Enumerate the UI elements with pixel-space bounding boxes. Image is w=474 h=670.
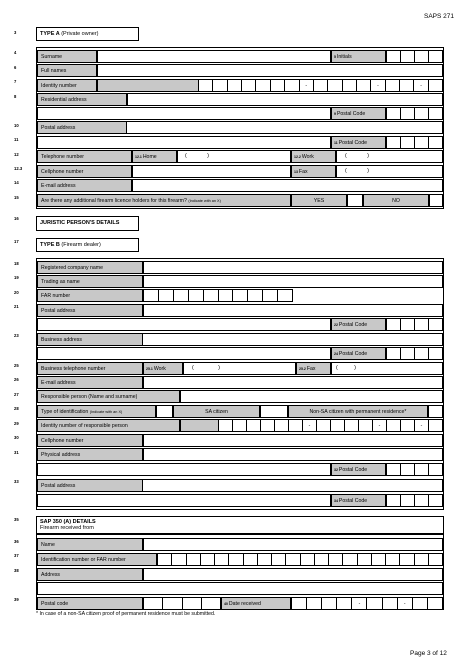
work-label: 25.1 Work	[143, 362, 183, 375]
residential-address-input-1[interactable]	[127, 93, 443, 106]
non-sa-checkbox[interactable]	[260, 405, 288, 418]
cellphone-input[interactable]	[143, 434, 443, 447]
email-input[interactable]	[132, 179, 443, 192]
type-identification-label: Type of identification (Indicate with an X)	[37, 405, 156, 418]
far-number-label: FAR number	[37, 289, 143, 302]
initials-label: 5 Initials	[331, 50, 386, 63]
telephone-number-label: Telephone number	[37, 150, 132, 163]
postal-code-label: Postal code	[37, 597, 143, 610]
row-number: 28	[14, 406, 19, 411]
sa-citizen-checkbox[interactable]	[156, 405, 173, 418]
cellphone-input[interactable]	[132, 165, 291, 178]
business-address-input-2[interactable]	[37, 347, 331, 360]
business-address-label: Business address	[37, 333, 143, 346]
postal-address-input-2[interactable]	[37, 136, 331, 149]
physical-address-input-1[interactable]	[143, 448, 443, 461]
postal-code-input[interactable]	[386, 347, 443, 360]
postal-address-label: Postal address	[37, 479, 143, 492]
row-number: 33	[14, 479, 19, 484]
name-label: Name	[37, 538, 143, 551]
postal-code-input[interactable]	[143, 597, 221, 610]
row-number: 11	[14, 137, 19, 142]
cellphone-number-label: Cellphone number	[37, 165, 132, 178]
row-number: 29	[14, 421, 19, 426]
identity-number-input[interactable]: - - -	[198, 79, 443, 92]
address-input-2[interactable]	[37, 582, 443, 595]
initials-input[interactable]	[386, 50, 443, 63]
work-area-code-brackets: ( )	[192, 365, 220, 371]
postal-address-label: Postal address	[37, 304, 143, 317]
row-number: 12.3	[14, 166, 23, 171]
id-or-far-input[interactable]	[157, 553, 443, 566]
fax-label: 13 Fax	[291, 165, 336, 178]
postal-code-input[interactable]	[386, 494, 443, 507]
postal-code-label: 11 Postal Code	[331, 136, 386, 149]
email-input[interactable]	[143, 376, 443, 389]
surname-input[interactable]	[97, 50, 331, 63]
row-number: 35	[14, 517, 19, 522]
row-number: 30	[14, 435, 19, 440]
postal-code-label: 9 Postal Code	[331, 107, 386, 120]
postal-address-input-2[interactable]	[37, 318, 331, 331]
form-code: SAPS 271	[424, 13, 454, 20]
identity-number-label: Identity number	[37, 79, 97, 92]
row-number: 18	[14, 261, 19, 266]
postal-code-input[interactable]	[386, 318, 443, 331]
non-sa-citizen-checkbox[interactable]	[428, 405, 443, 418]
postal-code-label: 22 Postal Code	[331, 318, 386, 331]
home-label: 12.1 Home	[132, 150, 177, 163]
type-a-title: TYPE A (Private owner)	[36, 27, 139, 41]
postal-address-label: Postal address	[37, 121, 127, 134]
page-number: Page 3 of 12	[410, 650, 447, 657]
business-telephone-label: Business telephone number	[37, 362, 143, 375]
work-label: 12.2 Work	[291, 150, 336, 163]
juristic-title: JURISTIC PERSON'S DETAILS	[36, 216, 139, 231]
physical-address-label: Physical address	[37, 448, 143, 461]
email-label: E-mail address	[37, 376, 143, 389]
responsible-person-label: Responsible person (Name and surname)	[37, 390, 180, 403]
home-area-code-brackets: ( )	[185, 153, 209, 159]
row-number: 38	[14, 568, 19, 573]
full-names-input[interactable]	[97, 64, 443, 77]
footnote: * In case of a non-SA citizen proof of permanent residence must be submitted.	[36, 611, 216, 617]
row-number: 36	[14, 539, 19, 544]
id-or-far-label: Identification number or FAR number	[37, 553, 157, 566]
row-number: 19	[14, 275, 19, 280]
trading-as-label: Trading as name	[37, 275, 143, 288]
row-number: 10	[14, 123, 19, 128]
surname-label: Surname	[37, 50, 97, 63]
postal-code-input[interactable]	[386, 107, 443, 120]
yes-option-label: YES	[291, 194, 347, 207]
physical-address-input-2[interactable]	[37, 463, 331, 476]
non-sa-citizen-label: Non-SA citizen with permanent residence*	[288, 405, 428, 418]
residential-address-label: Residential address	[37, 93, 127, 106]
additional-holders-question: Are there any additional firearm licence holders for this firearm? (Indicate with an X)	[37, 194, 291, 207]
row-number: 25	[14, 363, 19, 368]
row-number: 39	[14, 597, 19, 602]
postal-code-input[interactable]	[386, 463, 443, 476]
yes-checkbox[interactable]	[347, 194, 363, 207]
id-responsible-input[interactable]: - - -	[218, 419, 443, 432]
no-checkbox[interactable]	[429, 194, 443, 207]
registered-name-input[interactable]	[143, 261, 443, 274]
row-number: 16	[14, 216, 19, 221]
row-number: 4	[14, 50, 17, 55]
responsible-person-input[interactable]	[180, 390, 443, 403]
registered-name-label: Registered company name	[37, 261, 143, 274]
no-option-label: NO	[363, 194, 429, 207]
row-number: 14	[14, 180, 19, 185]
postal-code-label: 24 Postal Code	[331, 347, 386, 360]
row-number: 23	[14, 333, 19, 338]
row-number: 17	[14, 239, 19, 244]
residential-address-input-2[interactable]	[37, 107, 331, 120]
postal-address-input-1[interactable]	[143, 304, 443, 317]
row-number: 3	[14, 30, 17, 35]
postal-code-input[interactable]	[386, 136, 443, 149]
id-responsible-label: Identity number of responsible person	[37, 419, 180, 432]
fax-area-code-brackets: ( )	[345, 168, 369, 174]
row-number: 21	[14, 304, 19, 309]
row-number: 37	[14, 553, 19, 558]
sa-citizen-label: SA citizen	[173, 405, 260, 418]
fax-label: 25.2 Fax	[296, 362, 331, 375]
row-number: 15	[14, 195, 19, 200]
full-names-label: Full names	[37, 64, 97, 77]
email-label: E-mail address	[37, 179, 132, 192]
address-input-1[interactable]	[143, 568, 443, 581]
name-input[interactable]	[143, 538, 443, 551]
postal-code-label: 34 Postal Code	[331, 494, 386, 507]
far-number-input[interactable]	[143, 289, 293, 302]
fax-area-code-brackets: ( )	[336, 365, 356, 371]
row-number: 12	[14, 152, 19, 157]
date-received-label: 40 Date received	[221, 597, 291, 610]
address-label: Address	[37, 568, 143, 581]
row-number: 31	[14, 450, 19, 455]
trading-as-input[interactable]	[143, 275, 443, 288]
row-number: 20	[14, 290, 19, 295]
row-number: 6	[14, 65, 17, 70]
row-number: 27	[14, 392, 19, 397]
postal-address-input-2[interactable]	[37, 494, 331, 507]
row-number: 26	[14, 377, 19, 382]
row-number: 8	[14, 94, 17, 99]
postal-code-label: 32 Postal Code	[331, 463, 386, 476]
cellphone-number-label: Cellphone number	[37, 434, 143, 447]
type-b-title: TYPE B (Firearm dealer)	[36, 238, 139, 252]
date-received-input[interactable]: - -	[291, 597, 443, 610]
row-number: 7	[14, 79, 17, 84]
sap350-title-box: SAP 350 (A) DETAILS Firearm received from	[36, 516, 444, 534]
work-area-code-brackets: ( )	[345, 153, 369, 159]
